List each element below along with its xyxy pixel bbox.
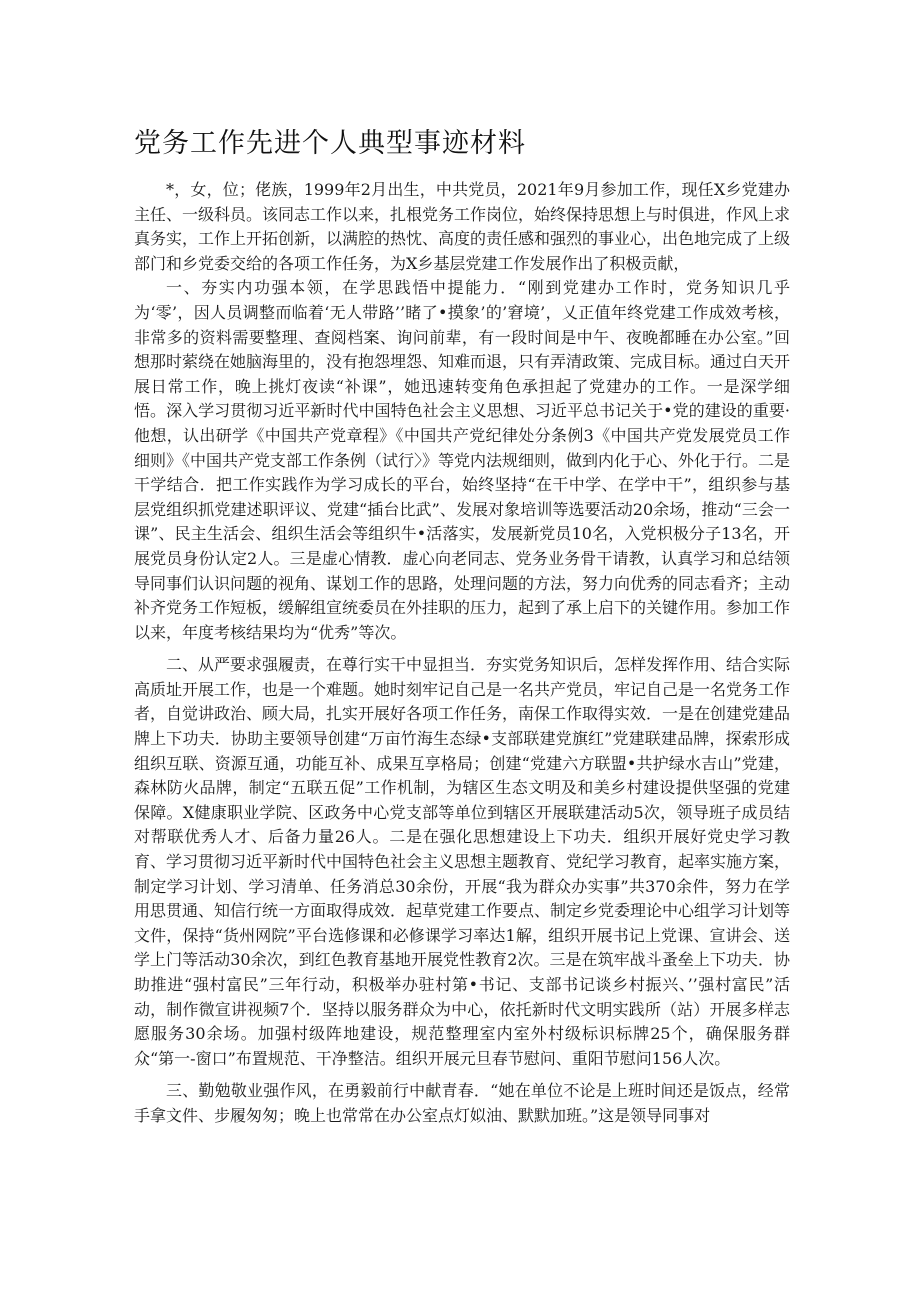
section-two-paragraph: 二、从严要求强履责，在尊行实干中显担当．夯实党务知识后，怎样发挥作用、结合实际高质址开展工作，也是一个难题。她时刻牢记自己是一名共产党员，牢记自己是一名党务工作者，自觉讲政治、顾大局，扎实开展好各项工作任务，南保工作取得实效．一是在创建党建品牌上下功夫．协助主要领导创建“万亩竹海生态绿•支部联建党旗红”党建联建品牌，探索形成组织互联、资源互通，功能互补、成果互享格局；创建“党建六方联盟•共护绿水吉山”党建，森林防火品牌，制定“五联五促”工作机制，为辖区生态文明及和美乡村建设提供坚强的党建保障。X健康职业学院、区政务中心党支部等单位到辖区开展联建活动5次，领导班子成员结对帮联优秀人才、后备力量26人。二是在强化思想建设上下功夫．组织开展好党史学习教育、学习贯彻习近平新时代中国特色社会主义思想主题教育、党纪学习教育，起率实施方案，制定学习计划、学习清单、任务消总30余份，开展“我为群众办实事”共370余件，努力在学用思贯通、知信行统一方面取得成效．起草党建工作要点、制定乡党委理论中心组学习计划等文件，保持“货州网院”平台选修课和必修课学习率达1解，组织开展书记上党课、宣讲会、送学上门等活动30余次，到红色教育基地开展党性教育2次。三是在筑牢战斗蚤垒上下功夫．协助推进“强村富民”三年行动，积极举办驻村第•书记、支部书记谈乡村振兴、’’强村富民”活动，制作微宣讲视频7个．坚持以服务群众为中心，依托新时代文明实践所（站）开展多样志愿服务30余场。加强村级阵地建设，规范整理室内室外村级标识标牌25个，确保服务群众“第一-窗口”布置规范、干净整洁。组织开展元旦春节慰问、重阳节慰问156人次。 [134, 655, 791, 1068]
section-three-paragraph: 三、勤勉敬业强作风，在勇毅前行中献青春．“她在单位不论是上班时间还是饭点，经常手拿文件、步履匆匆；晚上也常常在办公室点灯姒油、默默加班。”这是领导同事对 [134, 1081, 790, 1125]
section-one-paragraph: 一、夯实内功强本领，在学思践悟中提能力．“刚到党建办工作时，党务知识几乎为‘零’，因人员调整而临着‘无人带路’’睹了•摸象’的’窘境’，乂正值年终党建工作成效考核，非常多的资料需要整理、查阅档案、询问前辈，有一段时间是中午、夜晚都睡在办公室。”回想那时萦绕在她脑海里的，没有抱怨埋怨、知难而退，只有弄清政策、完成目标。通过白天开展日常工作，晚上挑灯夜读“补课”，她迅速转变角色承担起了党建办的工作。一是深学细悟。深入学习贯彻习近平新时代中国特色社会主义思想、习近平总书记关于•党的建设的重要·他想，认出研学《中国共产党章程》《中国共产党纪律处分条例3《中国共产党发展党员工作细则》《中国共产党支部工作条例（试行〉》等党内法规细则，做到内化于心、外化于行。二是干学结合．把工作实践作为学习成长的平台，始终坚持“在干中学、在学中干”，组织参与基层党组织抓党建述职评议、党建“插台比武”、发展对象培训等选要活动20余场，推动“三会一课”、民主生活会、组织生活会等组织牛•活落实，发展新党员10名，入党枳极分子13名，开展党员身份认定2人。三是虚心情教．虚心向老同志、党务业务骨干请教，认真学习和总结领导同事们认识问题的视角、谋划工作的思路，处理问题的方法，努力向优秀的同志看齐；主动补齐党务工作短板，缓解组宣统委员在外挂职的压力，起到了承上启下的关键作用。参加工作以来，年度考核结果均为“优秀”等次。 [134, 278, 791, 642]
document-body [134, 178, 790, 1129]
intro-paragraph: *，女，位；佬族，1999年2月出生，中共党员，2021年9月参加工作，现任X乡党建办主任、一级科员。该同志工作以来，扎根党务工作岗位，始终保持思想上与时俱进，作风上求真务实，工作上开拓创新，以满腔的热忱、高度的责任感和强烈的事业心，出色地完成了上级部门和乡党委交给的各项工作任务，为X乡基层党建工作发展作出了积极贡献， [134, 180, 791, 273]
document-title: 党务工作先进个人典型事迹材料 [134, 128, 526, 159]
